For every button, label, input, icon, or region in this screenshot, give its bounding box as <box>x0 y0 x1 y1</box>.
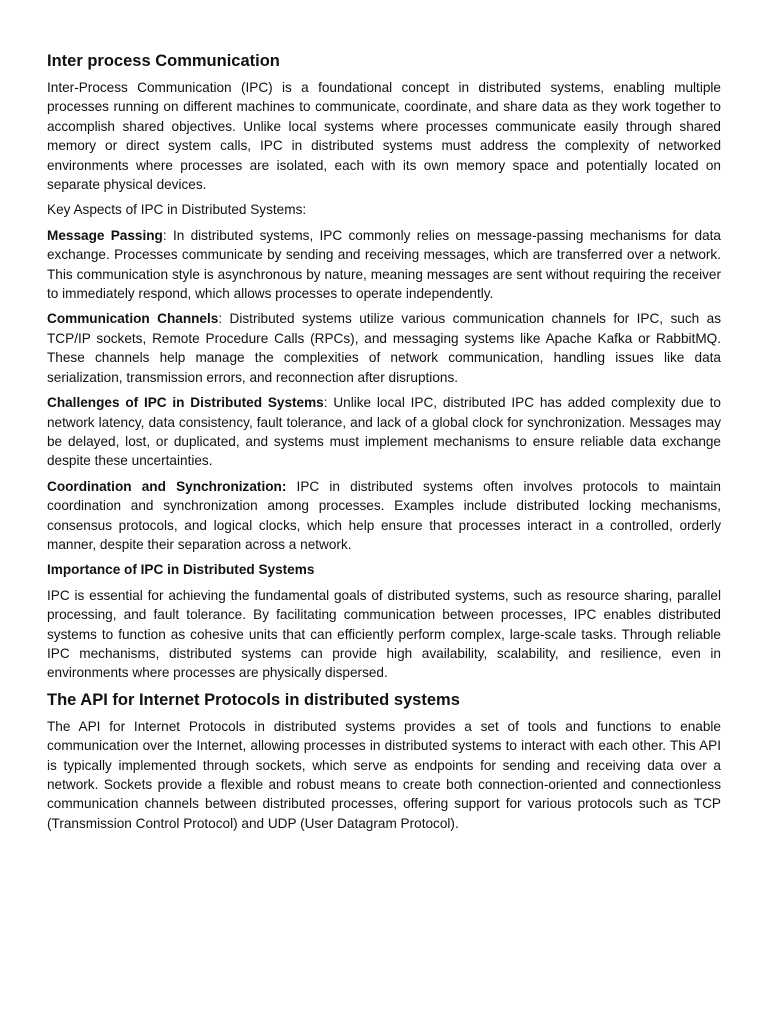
aspect-message-passing <box>47 226 721 304</box>
aspect-separator <box>286 479 296 494</box>
importance-heading: Importance of IPC in Distributed Systems <box>47 562 315 578</box>
aspect-coordination <box>47 477 721 555</box>
aspect-term: Message Passing <box>47 227 163 243</box>
aspect-text: IPC in distributed systems often involves protocols to maintain coordination and synchronization among processes. Examples include distributed locking mechanisms, consensus protocols, and logical clocks, which help ensure that processes interact in a controlled, orderly manner, despite their separation across a network. <box>47 478 721 552</box>
ipc-title: Inter process Communication <box>47 52 280 70</box>
document-page <box>47 50 721 839</box>
ipc-intro-paragraph: Inter-Process Communication (IPC) is a foundational concept in distributed systems, enabling multiple processes running on different machines to communicate, coordinate, and share data as they work together to accomplish shared objectives. Unlike local systems where processes communicate easily through shared memory or direct system calls, IPC in distributed systems must address the complexity of networked environments where processes are isolated, each with its own memory space and potentially located on separate physical devices. <box>47 80 721 193</box>
aspect-challenges <box>47 393 721 471</box>
key-aspects-label: Key Aspects of IPC in Distributed Systems: <box>47 202 307 218</box>
aspect-text: In distributed systems, IPC commonly relies on message-passing mechanisms for data exchange. Processes communicate by sending and receiving messages, which are transferred over a network. This communication style is asynchronous by nature, meaning messages are sent without requiring the receiver to immediately respond, which allows processes to operate independently. <box>47 227 721 302</box>
aspect-term: Communication Channels <box>47 311 219 327</box>
api-paragraph: The API for Internet Protocols in distributed systems provides a set of tools and functions to enable communication over the Internet, allowing processes in distributed systems to interact with each other. This API is typically implemented through sockets, which serve as endpoints for sending and receiving data over a network. Sockets provide a flexible and robust means to create both connection-oriented and connectionless communication channels between distributed processes, offering support for various protocols such as TCP (Transmission Control Protocol) and UDP (User Datagram Protocol). <box>47 718 721 831</box>
aspect-separator: : <box>323 395 334 411</box>
aspect-separator: : <box>162 227 173 243</box>
aspect-separator: : <box>218 311 230 327</box>
api-title: The API for Internet Protocols in distributed systems <box>47 690 460 709</box>
aspect-text: Distributed systems utilize various communication channels for IPC, such as TCP/IP sockets, Remote Procedure Calls (RPCs), and messaging systems like Apache Kafka or RabbitMQ. These channels help manage the complexities of network communication, handling issues like data serialization, transmission errors, and reconnection after disruptions. <box>47 311 721 385</box>
importance-paragraph: IPC is essential for achieving the fundamental goals of distributed systems, such as resource sharing, parallel processing, and fault tolerance. By facilitating communication between processes, IPC enables distributed systems to function as cohesive units that can efficiently perform complex, large-scale tasks. Through reliable IPC mechanisms, distributed systems can provide high availability, scalability, and resilience, even in environments where processes are physically dispersed. <box>47 587 721 681</box>
aspect-term: Challenges of IPC in Distributed Systems <box>47 395 324 411</box>
aspect-term: Coordination and Synchronization: <box>47 478 287 494</box>
aspect-text: Unlike local IPC, distributed IPC has added complexity due to network latency, data consistency, fault tolerance, and lack of a global clock for synchronization. Messages may be delayed, lost, or duplicated, and systems must implement mechanisms to ensure reliable data exchange despite these uncertainties. <box>47 395 721 469</box>
aspect-communication-channels <box>47 309 721 387</box>
